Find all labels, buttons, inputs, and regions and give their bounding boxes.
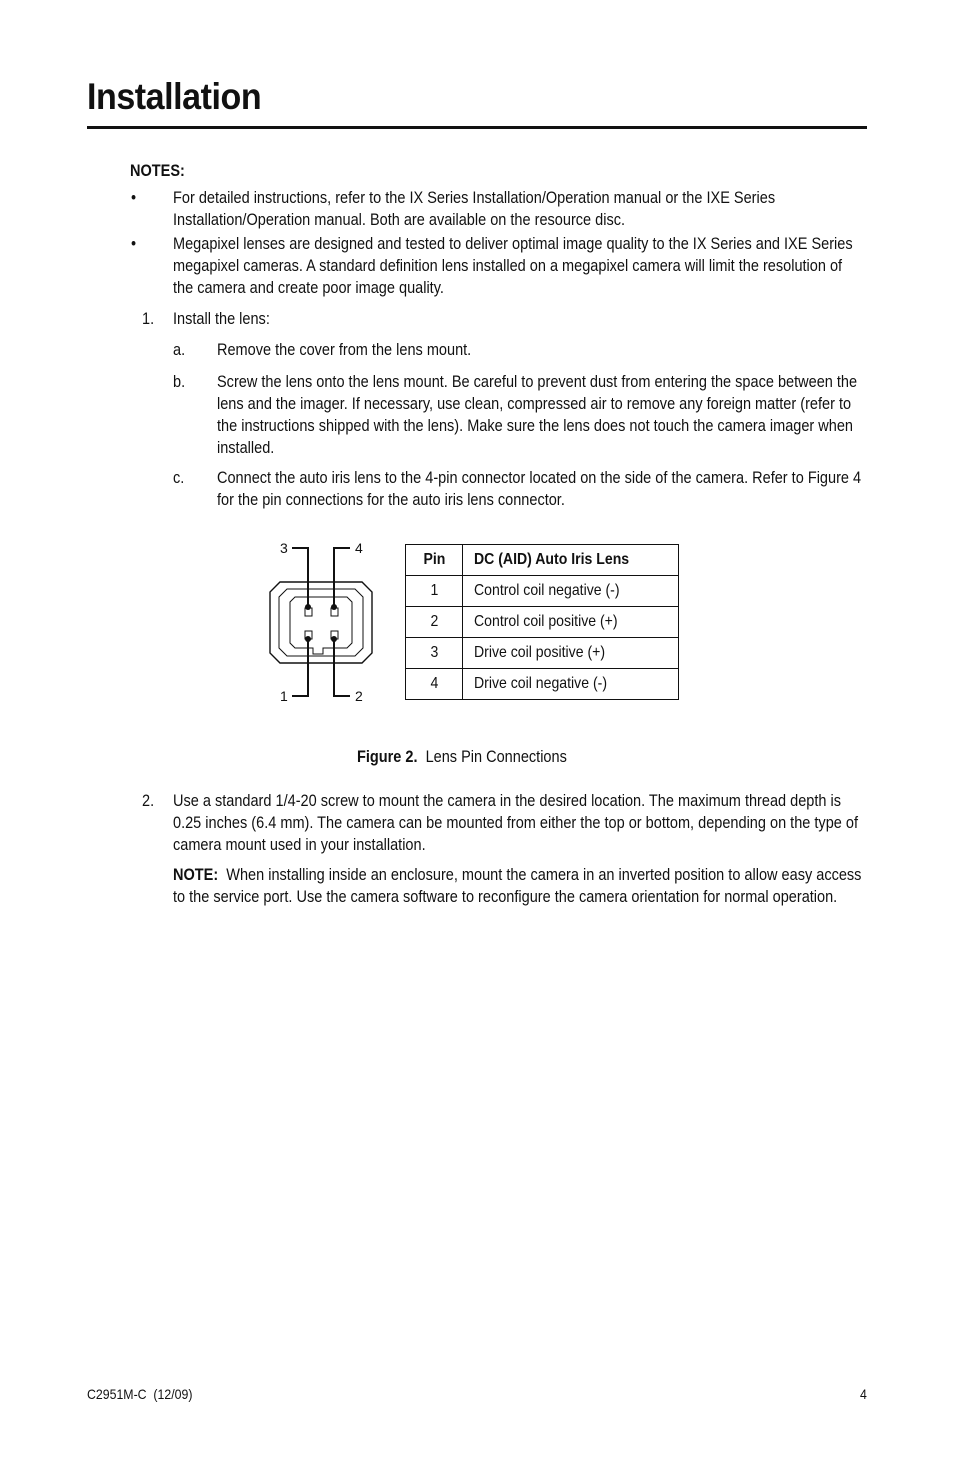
figure-caption <box>357 746 567 768</box>
footer-doc-id: C2951M-C (12/09) <box>87 1386 193 1402</box>
substep-text: Connect the auto iris lens to the 4-pin connector located on the side of the camera. Refer to Figure 4 for the pin connections for the auto iris lens connector. <box>217 469 862 509</box>
page-title: Installation <box>87 76 262 117</box>
table-row <box>406 638 679 669</box>
lens-pin-figure <box>262 535 682 715</box>
table-row <box>406 669 679 700</box>
table-row <box>406 576 679 607</box>
substep-text: Remove the cover from the lens mount. <box>217 341 472 359</box>
table-row <box>406 607 679 638</box>
pin-cell: 4 <box>406 669 463 700</box>
pin-cell: 2 <box>406 607 463 638</box>
description-cell: Drive coil negative (-) <box>463 669 679 700</box>
step-text: Use a standard 1/4-20 screw to mount the camera in the desired location. The maximum thread depth is 0.25 inches (6.4 mm). The camera can be mounted from either the top or bottom, depending on the type of camera mount used in your installation. <box>173 792 858 854</box>
substep-text: Screw the lens onto the lens mount. Be careful to prevent dust from entering the space between the lens and the imager. If necessary, use clean, compressed air to remove any foreign matter (refer to the instructions shipped with the lens). Make sure the lens does not touch the camera imager when installed. <box>217 373 858 457</box>
pin-table <box>405 544 679 700</box>
note-bullet-item: Megapixel lenses are designed and tested to deliver optimal image quality to the IX Series and IXE Series megapixel cameras. A standard definition lens installed on a megapixel camera will limit the resolution of the camera and create poor image quality. <box>173 235 853 297</box>
bullet-marker: • <box>131 189 137 207</box>
description-cell: Control coil positive (+) <box>463 607 679 638</box>
description-cell: Drive coil positive (+) <box>463 638 679 669</box>
pin-cell: 1 <box>406 576 463 607</box>
footer-page-number: 4 <box>860 1386 867 1402</box>
figure-caption-text: Lens Pin Connections <box>425 748 567 766</box>
pin-label-4: 4 <box>355 540 363 556</box>
figure-caption-label: Figure 2. <box>357 748 418 766</box>
step-text: Install the lens: <box>173 310 270 328</box>
note-label: NOTE: <box>173 866 219 884</box>
note-paragraph <box>173 864 864 908</box>
connector-diagram <box>262 535 392 710</box>
substep-letter: b. <box>173 373 186 391</box>
substep-letter: a. <box>173 341 186 359</box>
note-text: When installing inside an enclosure, mount the camera in an inverted position to allow easy access to the service port. Use the camera software to reconfigure the camera orientation for normal operation. <box>173 866 862 906</box>
note-bullet-item: For detailed instructions, refer to the IX Series Installation/Operation manual or the IXE Series Installation/Operation manual. Both are available on the resource disc. <box>173 189 776 229</box>
bullet-marker: • <box>131 235 137 253</box>
pin-label-1: 1 <box>280 688 288 704</box>
step-number: 2. <box>142 792 155 810</box>
column-header-pin: Pin <box>406 545 463 576</box>
title-rule <box>87 126 867 129</box>
pin-cell: 3 <box>406 638 463 669</box>
pin-label-2: 2 <box>355 688 363 704</box>
notes-heading: NOTES: <box>130 162 185 180</box>
substep-letter: c. <box>173 469 185 487</box>
step-number: 1. <box>142 310 155 328</box>
description-cell: Control coil negative (-) <box>463 576 679 607</box>
column-header-lens: DC (AID) Auto Iris Lens <box>463 545 679 576</box>
pin-label-3: 3 <box>280 540 288 556</box>
table-header-row <box>406 545 679 576</box>
